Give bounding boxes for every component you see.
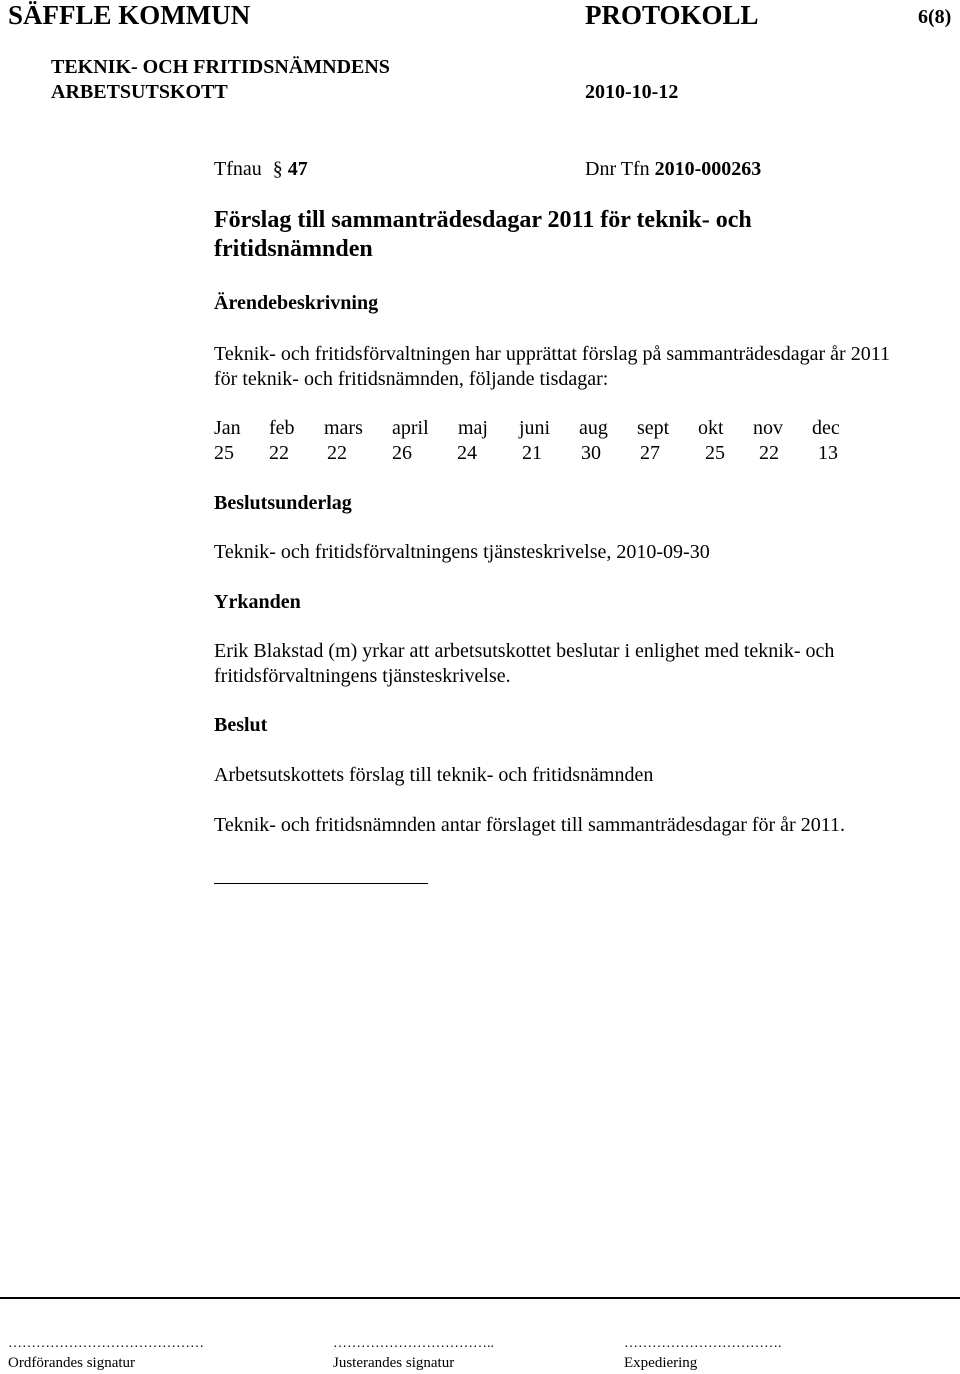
basis-text: Teknik- och fritidsförvaltningens tjänsteskrivelse, 2010-09-30 xyxy=(214,541,710,563)
description-line-1: Teknik- och fritidsförvaltningen har upprättat förslag på sammanträdesdagar år 2011 xyxy=(214,343,890,365)
chair-signature-line: …………………………………… xyxy=(8,1336,204,1351)
basis-heading: Beslutsunderlag xyxy=(214,492,352,514)
meeting-date: 2010-10-12 xyxy=(585,81,679,103)
day-value: 21 xyxy=(522,442,542,464)
dispatch-line: ……………………………. xyxy=(624,1336,782,1351)
motion-heading: Yrkanden xyxy=(214,591,301,613)
diary-value: 2010-000263 xyxy=(654,158,762,180)
month-label: dec xyxy=(812,417,840,439)
decision-text-1: Arbetsutskottets förslag till teknik- och fritidsnämnden xyxy=(214,764,654,786)
day-value: 30 xyxy=(581,442,601,464)
day-value: 22 xyxy=(759,442,779,464)
motion-line-1: Erik Blakstad (m) yrkar att arbetsutskottet beslutar i enlighet med teknik- och xyxy=(214,640,835,662)
end-rule xyxy=(214,883,428,884)
month-label: sept xyxy=(637,417,670,439)
month-label: april xyxy=(392,417,429,439)
diary-label: Dnr Tfn xyxy=(585,158,650,180)
day-value: 25 xyxy=(214,442,234,464)
month-label: Jan xyxy=(214,417,241,439)
municipality-name: SÄFFLE KOMMUN xyxy=(8,0,251,30)
description-line-2: för teknik- och fritidsnämnden, följande tisdagar: xyxy=(214,368,609,390)
document-type: PROTOKOLL xyxy=(585,0,759,30)
dispatch-label: Expediering xyxy=(624,1355,698,1371)
case-reference xyxy=(214,158,308,181)
description-heading: Ärendebeskrivning xyxy=(214,292,379,314)
committee-name: TEKNIK- OCH FRITIDSNÄMNDENS xyxy=(51,56,390,78)
case-title-line-1: Förslag till sammanträdesdagar 2011 för teknik- och xyxy=(214,207,752,233)
adjuster-signature-label: Justerandes signatur xyxy=(333,1355,455,1371)
day-value: 25 xyxy=(705,442,725,464)
day-value: 26 xyxy=(392,442,412,464)
day-value: 24 xyxy=(457,442,477,464)
chair-signature-label: Ordförandes signatur xyxy=(8,1355,136,1371)
day-value: 27 xyxy=(640,442,660,464)
case-prefix: Tfnau xyxy=(214,158,262,180)
month-label: okt xyxy=(698,417,724,439)
committee-subname: ARBETSUTSKOTT xyxy=(51,81,228,103)
month-label: juni xyxy=(519,417,551,439)
month-label: mars xyxy=(324,417,363,439)
month-label: feb xyxy=(269,417,295,439)
day-value: 22 xyxy=(269,442,289,464)
month-label: maj xyxy=(458,417,488,439)
month-label: aug xyxy=(579,417,608,439)
adjuster-signature-line: …………………………….. xyxy=(333,1336,494,1351)
decision-text-2: Teknik- och fritidsnämnden antar förslaget till sammanträdesdagar för år 2011. xyxy=(214,814,845,836)
day-value: 22 xyxy=(327,442,347,464)
meeting-schedule xyxy=(0,417,960,467)
footer-rule xyxy=(0,1297,960,1299)
section-symbol: § xyxy=(272,158,283,180)
month-label: nov xyxy=(753,417,783,439)
day-value: 13 xyxy=(818,442,838,464)
case-title-line-2: fritidsnämnden xyxy=(214,236,373,262)
decision-heading: Beslut xyxy=(214,714,268,736)
motion-line-2: fritidsförvaltningens tjänsteskrivelse. xyxy=(214,665,511,687)
page-number: 6(8) xyxy=(918,6,952,28)
diary-number xyxy=(585,158,761,181)
section-number: 47 xyxy=(287,158,308,180)
